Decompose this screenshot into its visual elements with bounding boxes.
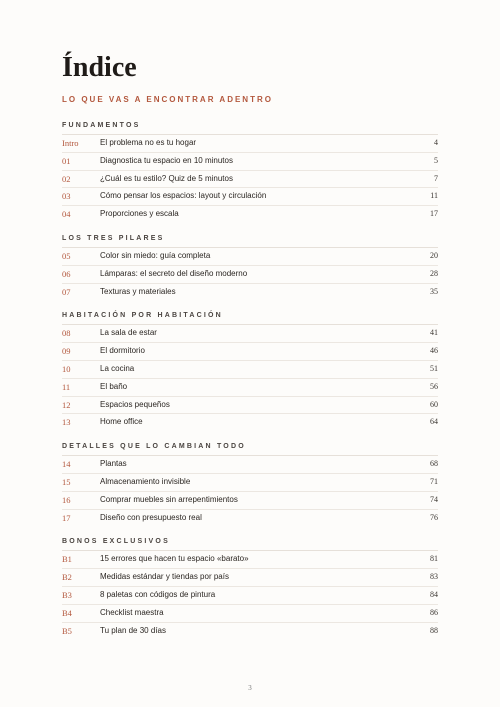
chapter-title: Diagnostica tu espacio en 10 minutos xyxy=(100,155,233,165)
chapter-number: 07 xyxy=(62,286,71,297)
chapter-page-number: 76 xyxy=(430,512,438,522)
toc-entry[interactable] xyxy=(62,379,438,397)
chapter-title: Home office xyxy=(100,417,143,427)
chapter-title: El baño xyxy=(100,381,128,391)
chapter-page-number: 11 xyxy=(430,191,438,201)
chapter-page-number: 71 xyxy=(430,476,438,486)
toc-entry[interactable] xyxy=(62,284,438,301)
chapter-title: Proporciones y escala xyxy=(100,209,179,219)
toc-entry[interactable] xyxy=(62,361,438,379)
chapter-page-number: 41 xyxy=(430,328,438,338)
chapter-page-number: 88 xyxy=(430,625,438,635)
toc-entry[interactable] xyxy=(62,510,438,527)
chapter-title: 8 paletas con códigos de pintura xyxy=(100,589,216,599)
chapter-number: 04 xyxy=(62,209,71,220)
chapter-number: 03 xyxy=(62,191,71,202)
toc-entry[interactable] xyxy=(62,623,438,640)
toc-section xyxy=(62,308,438,431)
chapter-number: 09 xyxy=(62,346,71,357)
toc-entry[interactable] xyxy=(62,492,438,510)
chapter-title: Espacios pequeños xyxy=(100,399,170,409)
chapter-page-number: 64 xyxy=(430,417,438,427)
section-heading: DETALLES QUE LO CAMBIAN TODO xyxy=(62,439,438,456)
toc-entry[interactable] xyxy=(62,266,438,284)
chapter-number: 12 xyxy=(62,399,71,410)
toc-entry[interactable] xyxy=(62,343,438,361)
section-heading: BONOS EXCLUSIVOS xyxy=(62,534,438,551)
chapter-page-number: 4 xyxy=(434,138,438,147)
toc-entry[interactable] xyxy=(62,171,438,189)
chapter-number: 15 xyxy=(62,476,71,487)
chapter-title: Lámparas: el secreto del diseño moderno xyxy=(100,268,248,278)
chapter-number: 14 xyxy=(62,459,71,470)
chapter-title: Plantas xyxy=(100,459,127,469)
toc-entry[interactable] xyxy=(62,248,438,266)
toc-entry[interactable] xyxy=(62,605,438,623)
chapter-number: 13 xyxy=(62,417,71,428)
chapter-page-number: 74 xyxy=(430,494,438,504)
chapter-number: 06 xyxy=(62,268,71,279)
chapter-page-number: 17 xyxy=(430,209,438,219)
table-of-contents xyxy=(62,118,438,639)
chapter-number: 11 xyxy=(62,381,71,392)
chapter-page-number: 20 xyxy=(430,250,438,260)
chapter-title: Texturas y materiales xyxy=(100,286,176,296)
chapter-number: Intro xyxy=(62,138,79,148)
chapter-number: 10 xyxy=(62,363,71,374)
chapter-title: Tu plan de 30 días xyxy=(100,625,166,635)
toc-section xyxy=(62,534,438,639)
page-title: Índice xyxy=(62,52,137,83)
chapter-number: B5 xyxy=(62,625,72,636)
chapter-title: Diseño con presupuesto real xyxy=(100,512,202,522)
chapter-page-number: 86 xyxy=(430,607,438,617)
toc-section xyxy=(62,118,438,223)
toc-entry[interactable] xyxy=(62,153,438,171)
chapter-number: 01 xyxy=(62,155,71,166)
toc-entry[interactable] xyxy=(62,569,438,587)
toc-entry[interactable] xyxy=(62,188,438,206)
chapter-page-number: 35 xyxy=(430,286,438,296)
toc-entry[interactable] xyxy=(62,325,438,343)
section-heading: FUNDAMENTOS xyxy=(62,118,438,135)
toc-entry[interactable] xyxy=(62,587,438,605)
chapter-page-number: 60 xyxy=(430,399,438,409)
chapter-number: B4 xyxy=(62,607,72,618)
chapter-title: Checklist maestra xyxy=(100,607,164,617)
toc-entry[interactable] xyxy=(62,135,438,153)
chapter-title: ¿Cuál es tu estilo? Quiz de 5 minutos xyxy=(100,173,233,183)
page-number: 3 xyxy=(248,684,252,692)
chapter-number: 02 xyxy=(62,173,71,184)
chapter-number: B2 xyxy=(62,572,72,583)
chapter-page-number: 83 xyxy=(430,572,438,582)
chapter-page-number: 84 xyxy=(430,589,438,599)
chapter-number: B3 xyxy=(62,589,72,600)
toc-entry[interactable] xyxy=(62,414,438,431)
chapter-title: Comprar muebles sin arrepentimientos xyxy=(100,494,238,504)
chapter-page-number: 51 xyxy=(430,363,438,373)
chapter-page-number: 7 xyxy=(434,173,438,183)
toc-entry[interactable] xyxy=(62,474,438,492)
page-subtitle: LO QUE VAS A ENCONTRAR ADENTRO xyxy=(62,95,273,104)
chapter-title: Color sin miedo: guía completa xyxy=(100,250,211,260)
chapter-title: Almacenamiento invisible xyxy=(100,476,191,486)
chapter-title: Medidas estándar y tiendas por país xyxy=(100,572,229,582)
chapter-page-number: 56 xyxy=(430,381,438,391)
toc-entry[interactable] xyxy=(62,206,438,223)
chapter-page-number: 5 xyxy=(434,155,438,165)
chapter-title: El problema no es tu hogar xyxy=(100,138,197,147)
chapter-title: La sala de estar xyxy=(100,328,157,338)
chapter-number: 17 xyxy=(62,512,71,523)
chapter-number: 05 xyxy=(62,250,71,261)
toc-entry[interactable] xyxy=(62,551,438,569)
section-heading: LOS TRES PILARES xyxy=(62,231,438,248)
chapter-page-number: 68 xyxy=(430,459,438,469)
chapter-title: 15 errores que hacen tu espacio «barato» xyxy=(100,554,249,564)
chapter-number: B1 xyxy=(62,554,72,565)
toc-section xyxy=(62,439,438,526)
chapter-page-number: 81 xyxy=(430,554,438,564)
chapter-page-number: 46 xyxy=(430,346,438,356)
toc-entry[interactable] xyxy=(62,397,438,415)
chapter-number: 08 xyxy=(62,328,71,339)
chapter-title: La cocina xyxy=(100,363,135,373)
toc-section xyxy=(62,231,438,300)
section-heading: HABITACIÓN POR HABITACIÓN xyxy=(62,308,438,325)
chapter-title: El dormitorio xyxy=(100,346,145,356)
chapter-title: Cómo pensar los espacios: layout y circulación xyxy=(100,191,267,201)
chapter-page-number: 28 xyxy=(430,268,438,278)
toc-entry[interactable] xyxy=(62,456,438,474)
chapter-number: 16 xyxy=(62,494,71,505)
